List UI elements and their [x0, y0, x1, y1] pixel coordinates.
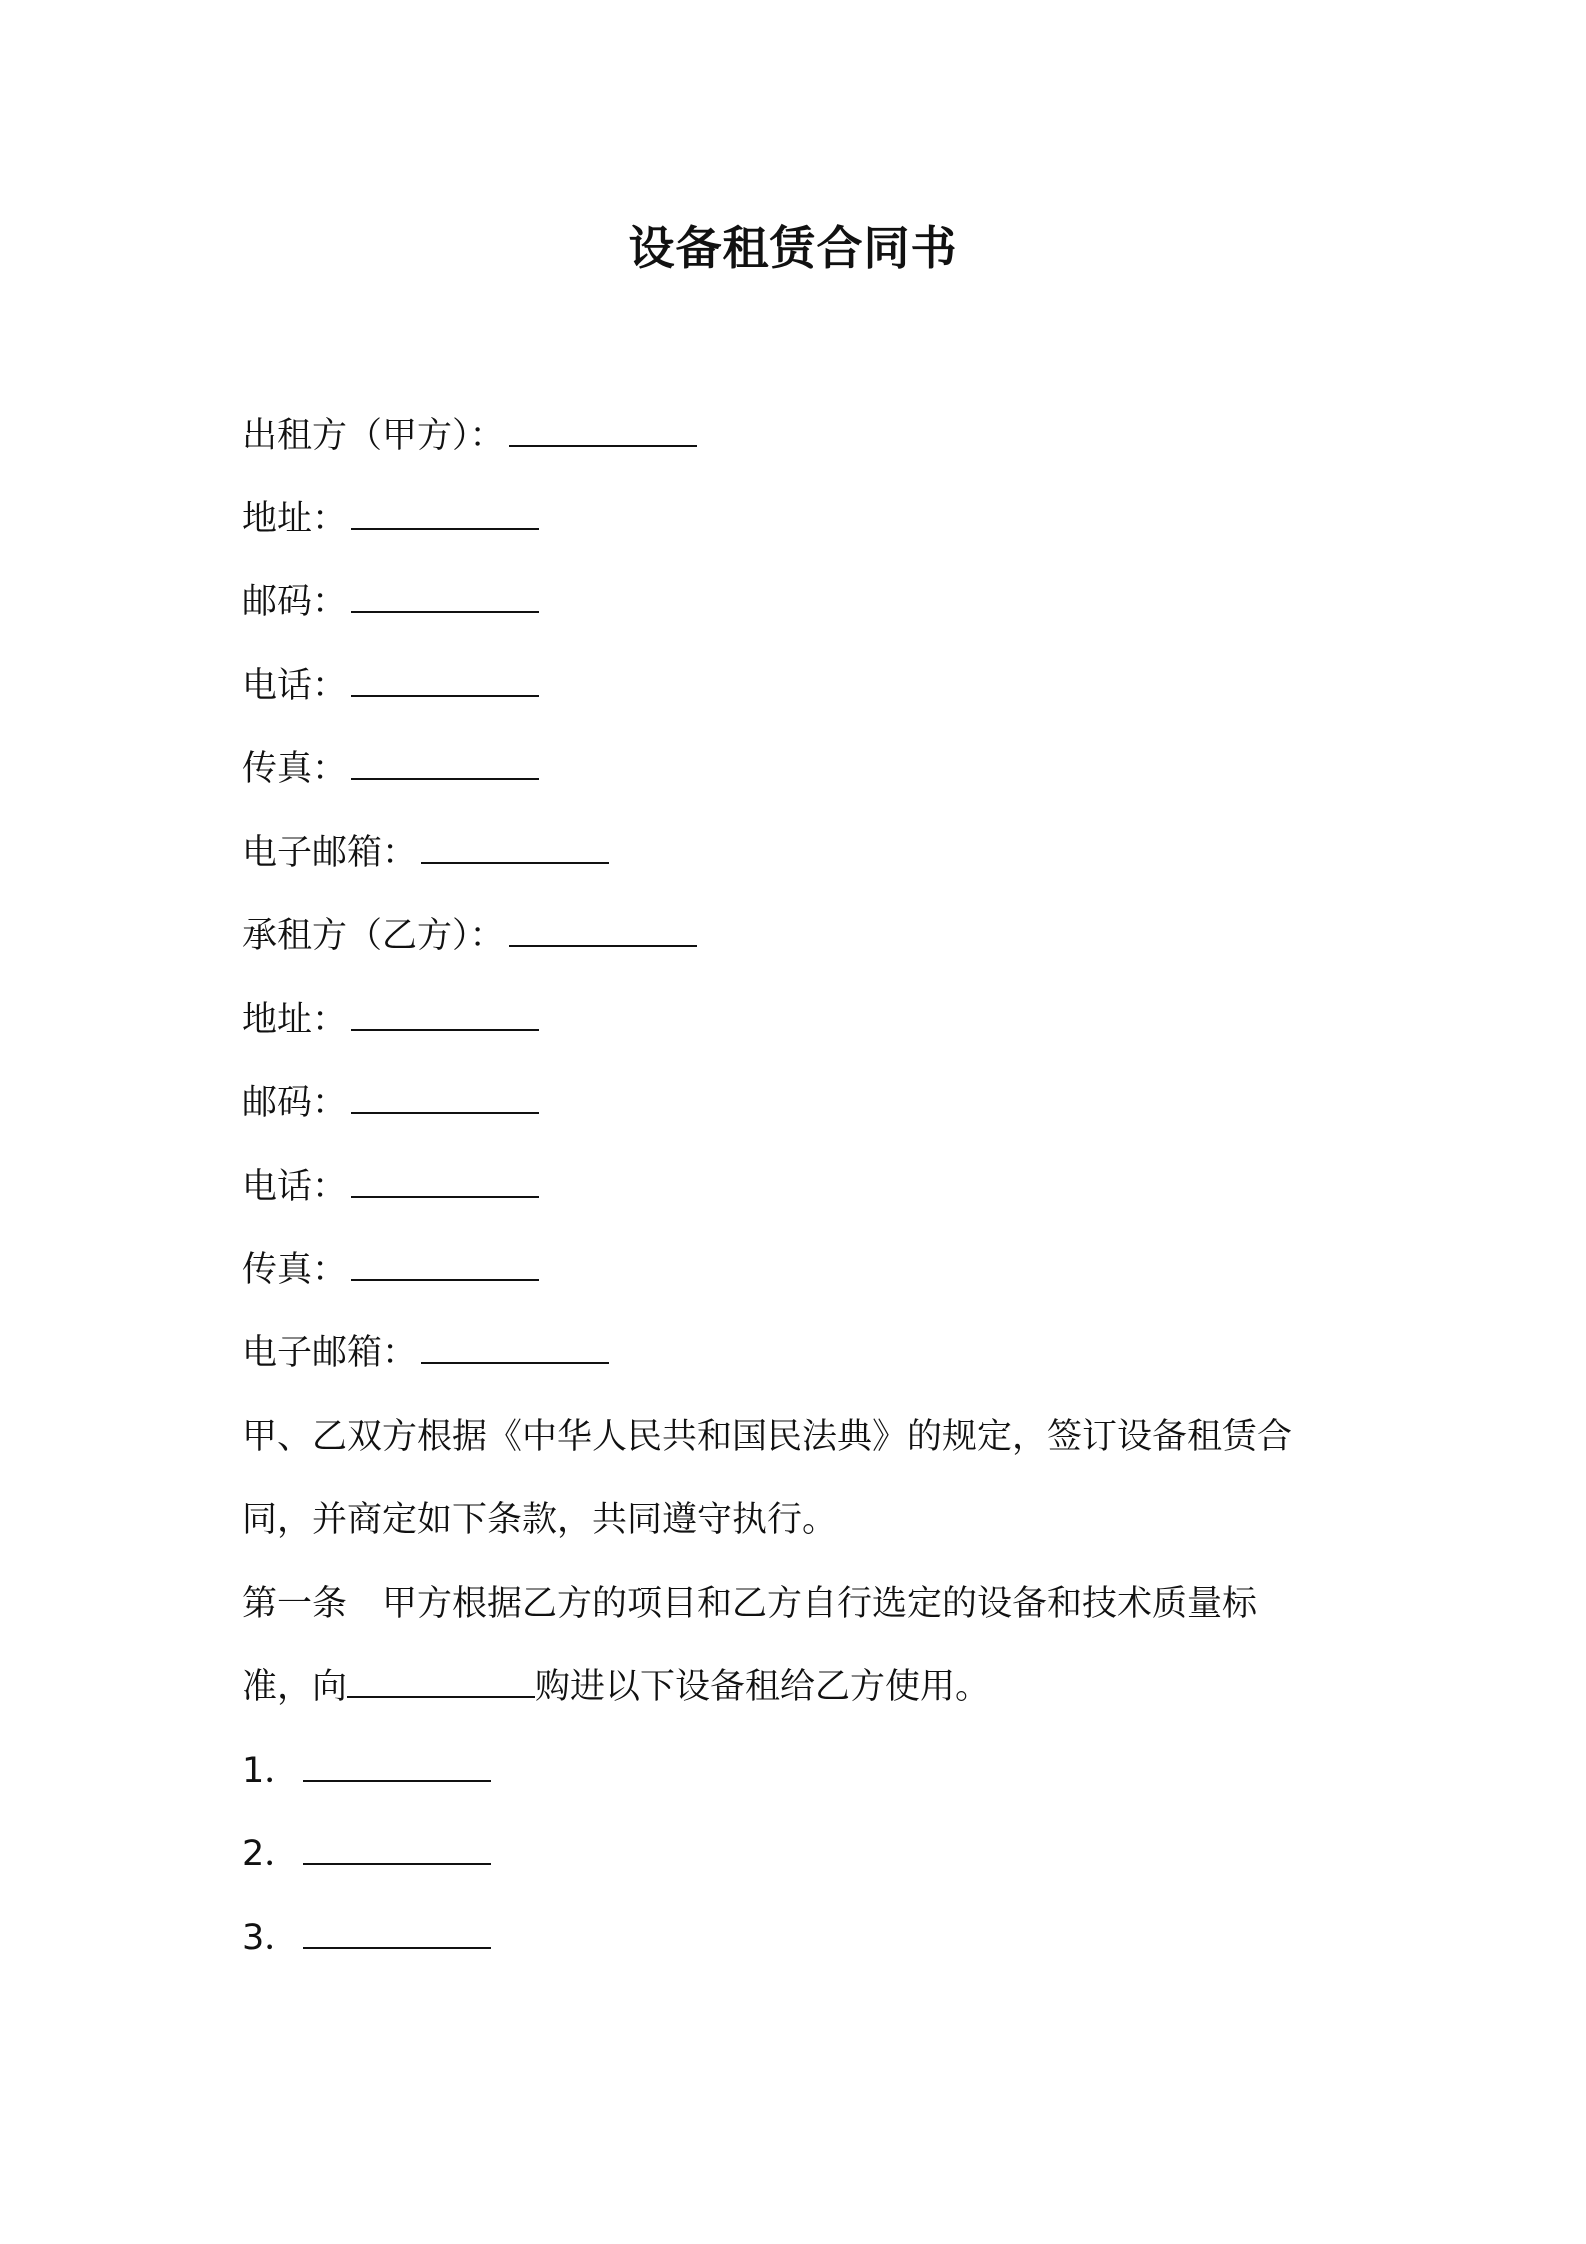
party-b-fax-blank[interactable]	[351, 1247, 539, 1281]
item-number: 3．	[242, 1918, 300, 1958]
party-b-postcode-blank[interactable]	[351, 1080, 539, 1114]
party-a-email-label: 电子邮箱：	[242, 833, 418, 873]
party-a-address-line	[242, 495, 539, 543]
item-blank[interactable]	[303, 1831, 491, 1865]
preamble-line-2: 同，并商定如下条款，共同遵守执行。	[242, 1500, 838, 1540]
party-b-address-blank[interactable]	[351, 997, 539, 1031]
party-a-fax-label: 传真：	[242, 749, 348, 789]
party-b-email-blank[interactable]	[421, 1330, 609, 1364]
article-1-line-1: 第一条 甲方根据乙方的项目和乙方自行选定的设备和技术质量标	[242, 1584, 1258, 1624]
party-a-phone-line	[242, 662, 539, 710]
party-a-email-blank[interactable]	[421, 830, 609, 864]
article-1-line-2	[242, 1663, 990, 1711]
document-title: 设备租赁合同书	[628, 221, 958, 275]
party-a-postcode-line	[242, 578, 539, 626]
party-b-phone-blank[interactable]	[351, 1164, 539, 1198]
party-b-fax-label: 传真：	[242, 1250, 348, 1290]
preamble-line-1: 甲、乙双方根据《中华人民共和国民法典》的规定，签订设备租赁合	[242, 1417, 1293, 1457]
party-a-postcode-blank[interactable]	[351, 579, 539, 613]
party-b-phone-label: 电话：	[242, 1167, 348, 1207]
item-line	[242, 1830, 491, 1878]
party-a-phone-label: 电话：	[242, 666, 348, 706]
party-b-label: 承租方（乙方）：	[242, 916, 505, 956]
party-b-email-line	[242, 1329, 609, 1377]
party-b-fax-line	[242, 1246, 539, 1294]
party-a-email-line	[242, 829, 609, 877]
party-a-name-blank[interactable]	[509, 413, 697, 447]
party-b-address-line	[242, 996, 539, 1044]
party-b-name-line	[242, 912, 697, 960]
party-a-phone-blank[interactable]	[351, 663, 539, 697]
party-a-fax-line	[242, 745, 539, 793]
party-a-label: 出租方（甲方）：	[242, 416, 505, 456]
party-b-name-blank[interactable]	[509, 913, 697, 947]
party-a-address-blank[interactable]	[351, 496, 539, 530]
party-b-address-label: 地址：	[242, 1000, 348, 1040]
article-1-line-2-start: 准，向	[242, 1667, 348, 1707]
item-blank[interactable]	[303, 1915, 491, 1949]
party-b-email-label: 电子邮箱：	[242, 1333, 418, 1373]
party-a-fax-blank[interactable]	[351, 746, 539, 780]
supplier-blank[interactable]	[347, 1664, 535, 1698]
item-line	[242, 1914, 491, 1962]
item-number: 1．	[242, 1751, 300, 1791]
article-1-line-2-end: 购进以下设备租给乙方使用。	[535, 1667, 991, 1707]
party-b-postcode-line	[242, 1079, 539, 1127]
item-line	[242, 1747, 491, 1795]
party-b-postcode-label: 邮码：	[242, 1083, 348, 1123]
party-a-name-line	[242, 412, 697, 460]
item-blank[interactable]	[303, 1748, 491, 1782]
party-a-address-label: 地址：	[242, 499, 348, 539]
item-number: 2．	[242, 1834, 300, 1874]
party-b-phone-line	[242, 1163, 539, 1211]
party-a-postcode-label: 邮码：	[242, 582, 348, 622]
